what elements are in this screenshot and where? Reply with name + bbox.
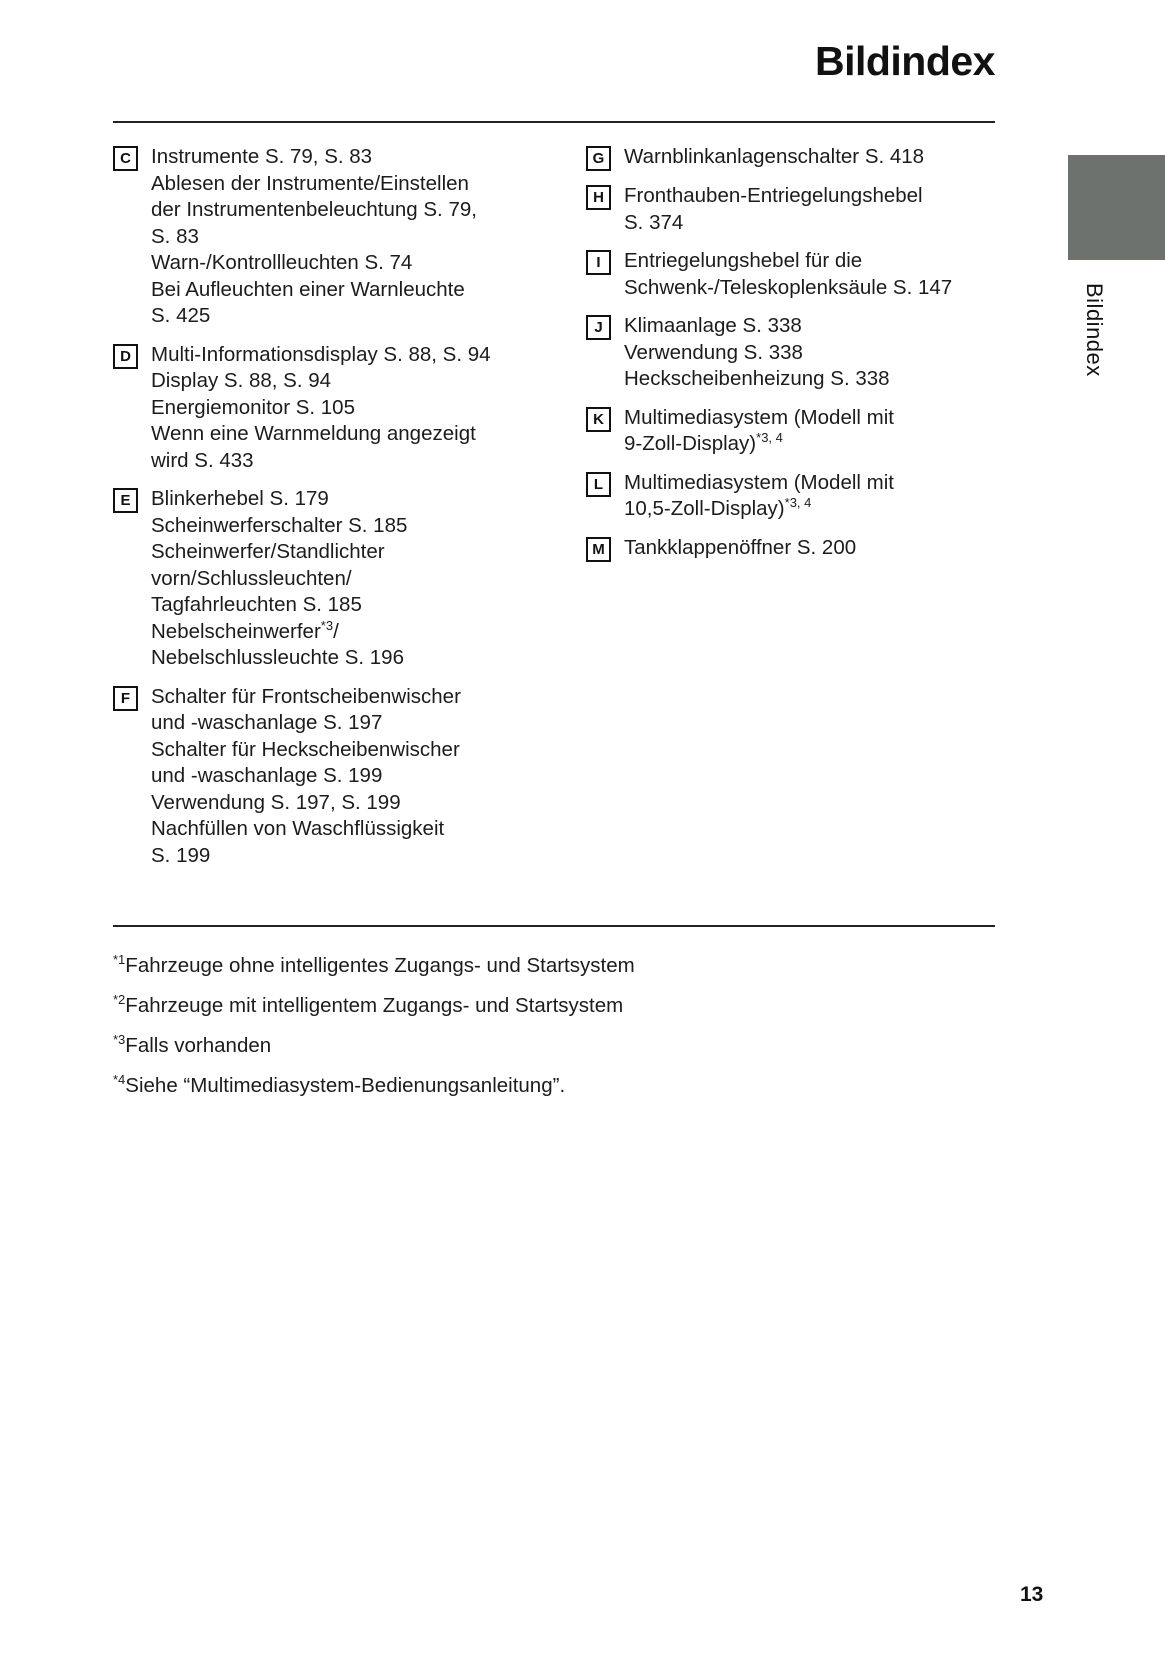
footnote-marker: *4 [113,1072,126,1088]
index-entry-line [151,763,461,790]
footnote-marker: *3 [113,1032,126,1048]
entry-text: Multimediasystem (Modell mit [624,470,894,494]
entry-text: Bei Aufleuchten einer Warnleuchte [151,277,465,301]
index-entry [586,535,1016,562]
index-entry-line [151,224,477,251]
index-entry-line [151,448,491,475]
index-entry-line [151,277,477,304]
index-entry-line [151,684,461,711]
entry-text: Ablesen der Instrumente/Einstellen [151,171,469,195]
chapter-tab-box [1068,155,1165,260]
index-entry-line [151,395,491,422]
entry-text: Display S. 88, S. 94 [151,369,332,392]
entry-lines [151,486,407,672]
index-entry-line [151,513,407,540]
index-entry-line [624,183,923,210]
entry-text: S. 374 [624,210,684,234]
entry-text: der Instrumentenbeleuchtung S. 79, [151,198,477,221]
bottom-divider [113,925,995,927]
entry-lines [624,405,894,458]
entry-lines [151,342,491,475]
index-entry [113,684,573,870]
index-entry [113,486,573,672]
entry-letter-badge: E [113,488,138,513]
entry-text: Scheinwerfer/Standlichter [151,540,385,563]
index-column-left [113,144,573,881]
index-entry-line [151,421,491,448]
index-entry-line [151,737,461,764]
entry-letter-badge: G [586,146,611,171]
entry-text: und -waschanlage S. 199 [151,764,383,787]
entry-text: Blinkerhebel S. 179 [151,487,329,510]
index-entry-line [151,816,461,843]
footnote-ref-marker: *3 [320,617,334,633]
entry-text: Verwendung S. 197, S. 199 [151,790,401,814]
footnote [113,992,635,1019]
entry-text: Schwenk-/Teleskoplenksäule S. 147 [624,275,953,299]
entry-text: Tankklappenöffner S. 200 [624,535,857,559]
entry-text: Verwendung S. 338 [624,340,803,364]
entry-text: Instrumente S. 79, S. 83 [151,145,373,168]
entry-lines [151,144,477,330]
entry-text: / [333,619,339,643]
entry-text: Heckscheibenheizung S. 338 [624,367,890,390]
index-entry-line [151,342,491,369]
entry-letter-badge: M [586,537,611,562]
entry-text: Wenn eine Warnmeldung angezeigt [151,422,476,445]
entry-lines [151,684,461,870]
entry-text: Fronthauben-Entriegelungshebel [624,184,923,207]
entry-letter-badge: J [586,315,611,340]
index-entry [586,313,1016,393]
index-entry [113,144,573,330]
index-entry-line [151,619,407,646]
entry-text: Scheinwerferschalter S. 185 [151,513,408,537]
index-entry-line [151,250,477,277]
top-divider [113,121,995,123]
footnotes [113,952,635,1112]
index-entry-line [151,539,407,566]
index-entry [586,470,1016,523]
index-entry-line [151,645,407,672]
entry-letter-badge: F [113,686,138,711]
entry-letter-badge: D [113,344,138,369]
entry-text: Tagfahrleuchten S. 185 [151,593,362,616]
footnote-text: Falls vorhanden [125,1034,272,1057]
entry-text: Energiemonitor S. 105 [151,395,355,419]
footnote-ref-marker: *3, 4 [784,495,812,511]
entry-text: Warnblinkanlagenschalter S. 418 [624,145,925,168]
index-entry-line [151,144,477,171]
entry-text: vorn/Schlussleuchten/ [151,566,352,590]
index-entry [113,342,573,475]
entry-text: S. 199 [151,843,211,867]
entry-text: Nebelschlussleuchte S. 196 [151,646,404,669]
index-entry-line [624,535,856,562]
footnote [113,1032,635,1059]
footnote-text: Siehe “Multimediasystem-Bedienungsanleitung”. [125,1074,566,1097]
index-entry-line [624,340,890,367]
footnote-marker: *2 [113,992,126,1008]
footnote [113,1072,635,1099]
footnote-marker: *1 [113,952,126,968]
index-entry-line [151,566,407,593]
entry-text: Nachfüllen von Waschflüssigkeit [151,817,445,840]
index-entry-line [151,486,407,513]
entry-text: Entriegelungshebel für die [624,249,863,272]
index-entry-line [624,275,952,302]
index-entry [586,183,1016,236]
entry-text: und -waschanlage S. 197 [151,711,383,734]
index-entry [586,405,1016,458]
index-entry-line [151,843,461,870]
entry-text: Multi-Informationsdisplay S. 88, S. 94 [151,342,491,366]
entry-letter-badge: I [586,250,611,275]
index-entry-line [624,313,890,340]
index-entry-line [151,710,461,737]
footnote [113,952,635,979]
index-entry [586,144,1016,171]
footnote-ref-marker: *3, 4 [756,430,783,446]
entry-lines [624,183,923,236]
index-entry-line [151,790,461,817]
entry-lines [624,470,894,523]
footnote-text: Fahrzeuge ohne intelligentes Zugangs- und Startsystem [125,954,635,977]
footnote-text: Fahrzeuge mit intelligentem Zugangs- und Startsystem [125,994,624,1017]
index-entry-line [624,144,924,171]
index-entry-line [624,366,890,393]
index-column-right [586,144,1016,574]
index-entry-line [624,431,894,458]
chapter-tab-label: Bildindex [1082,283,1107,377]
entry-text: Nebelscheinwerfer [151,619,321,643]
entry-text: S. 83 [151,224,199,248]
entry-text: wird S. 433 [151,448,254,472]
index-entry-line [624,405,894,432]
entry-text: Warn-/Kontrollleuchten S. 74 [151,251,413,274]
entry-lines [624,313,890,393]
index-entry-line [151,592,407,619]
entry-lines [624,144,924,171]
entry-text: 9-Zoll-Display) [624,432,757,455]
index-entry-line [624,496,894,523]
entry-text: Klimaanlage S. 338 [624,314,802,337]
page-number: 13 [1020,1583,1044,1606]
entry-letter-badge: K [586,407,611,432]
entry-text: S. 425 [151,304,211,327]
entry-letter-badge: C [113,146,138,171]
entry-lines [624,535,856,562]
entry-letter-badge: H [586,185,611,210]
index-entry-line [624,470,894,497]
index-entry-line [151,171,477,198]
index-entry-line [151,197,477,224]
entry-text: Schalter für Heckscheibenwischer [151,737,460,761]
entry-text: Schalter für Frontscheibenwischer [151,684,461,708]
entry-lines [624,248,952,301]
entry-text: 10,5-Zoll-Display) [624,497,785,520]
index-entry-line [624,210,923,237]
index-entry-line [624,248,952,275]
page-title: Bildindex [814,38,995,84]
index-entry-line [151,368,491,395]
entry-text: Multimediasystem (Modell mit [624,405,894,429]
entry-letter-badge: L [586,472,611,497]
index-entry [586,248,1016,301]
index-entry-line [151,303,477,330]
